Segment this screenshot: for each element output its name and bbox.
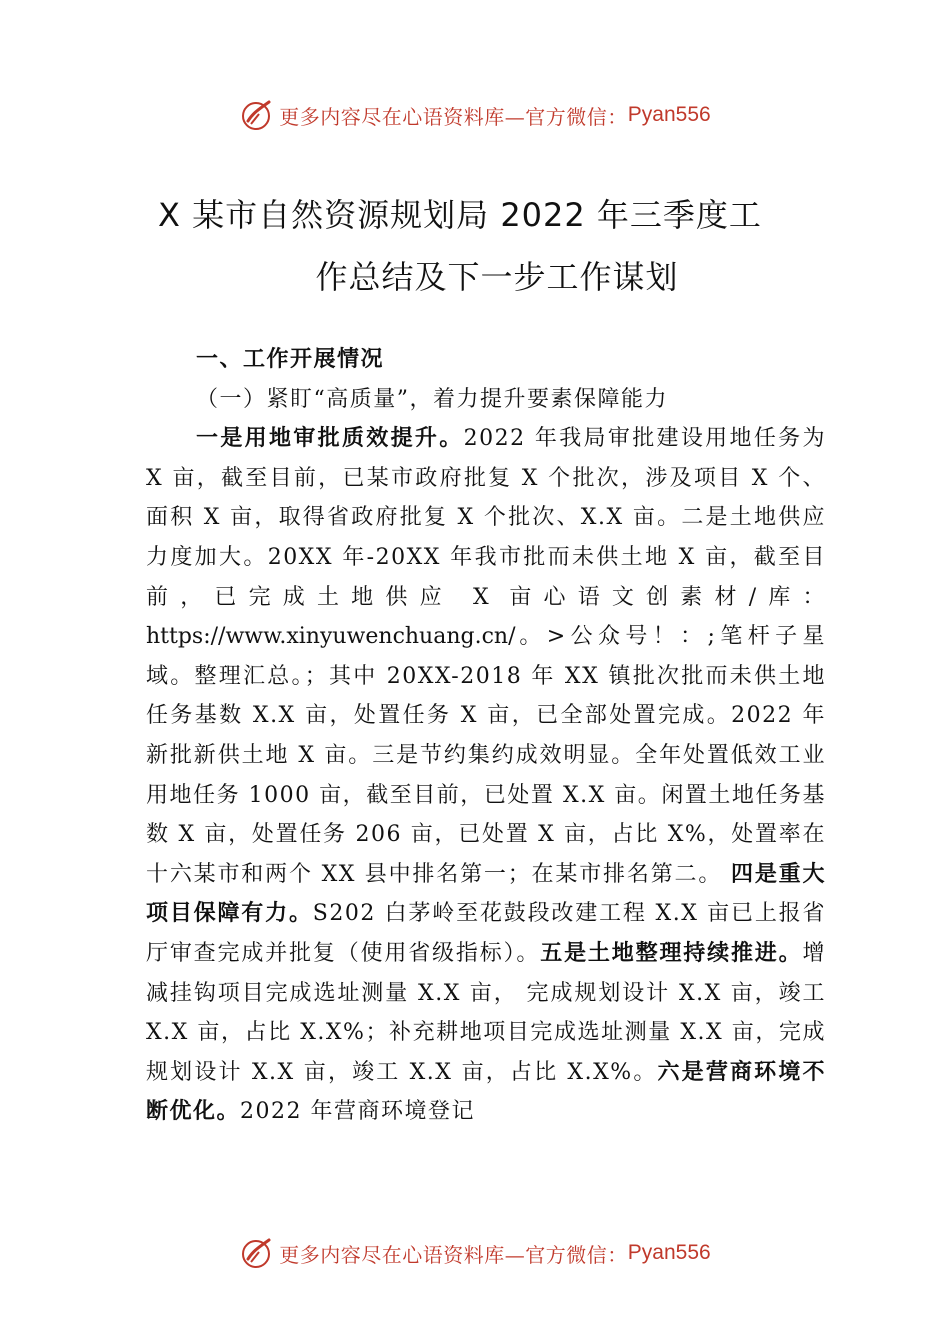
lead-4: 六是营商环境不断优化。 xyxy=(146,1058,826,1125)
title-line-1: X 某市自然资源规划局 2022 年三季度工 xyxy=(158,196,762,234)
lead-2: 四是重大项目保障有力。 xyxy=(146,860,826,927)
text-5: 2022 年营商环境登记 xyxy=(240,1099,475,1125)
title-line-2: 作总结及下一步工作谋划 xyxy=(315,258,679,296)
source-url: https://www.xinyuwenchuang.cn/ xyxy=(146,624,516,650)
section-heading: 一、工作开展情况 xyxy=(196,347,385,372)
lead-1: 一是用地审批质效提升。 xyxy=(196,425,464,452)
section-subheading: （一）紧盯“高质量”，着力提升要素保障能力 xyxy=(196,386,668,412)
watermark-banner-bottom xyxy=(0,1233,950,1273)
watermark-handle: Pyan556 xyxy=(627,1241,711,1264)
text-3: S202 白茅岭至花鼓段改建工程 X.X 亩已上报省厅审查完成并批复（使用省级指标）。 xyxy=(146,901,826,966)
text-1: 2022 年我局审批建设用地任务为 X 亩，截至目前，已某市政府批复 X 个批次，涉及项目 X 个、面积 X 亩，取得省政府批复 X 个批次、X.X 亩。二是土地供应力度加大。20XX 年-20XX 年我市批而未供土地 X 亩，截至目前，已完成土地供应 X 亩心语文创素材/库： xyxy=(146,426,826,610)
logo-icon xyxy=(239,97,275,133)
text-4: 增减挂钩项目完成选址测量 X.X 亩， 完成规划设计 X.X 亩，竣工 X.X 亩，占比 X.X%；补充耕地项目完成选址测量 X.X 亩，完成规划设计 X.X 亩，竣工 X.X 亩，占比 X.X%。 xyxy=(146,940,826,1085)
body-paragraph xyxy=(146,419,826,1132)
watermark-text: 更多内容尽在心语资料库—官方微信： xyxy=(279,104,628,129)
watermark-handle: Pyan556 xyxy=(627,103,711,126)
lead-3: 五是土地整理持续推进。 xyxy=(540,939,803,966)
watermark-text: 更多内容尽在心语资料库—官方微信： xyxy=(279,1242,628,1267)
logo-icon xyxy=(239,1235,275,1271)
document-body xyxy=(146,340,826,1132)
watermark-banner-top xyxy=(0,95,950,135)
text-2: 。>公众号！：;笔杆子星域。整理汇总。；其中 20XX-2018 年 XX 镇批次批而未供土地任务基数 X.X 亩，处置任务 X 亩，已全部处置完成。2022 年新批新供土地 X 亩。三是节约集约成效明显。全年处置低效工业用地任务 1000 亩，截至目前，已处置 X.X 亩。闲置土地任务基数 X 亩，处置任务 206 亩，已处置 X 亩，占比 X%，处置率在十六某市和两个 XX 县中排名第一；在某市排名第二。 xyxy=(146,624,826,887)
